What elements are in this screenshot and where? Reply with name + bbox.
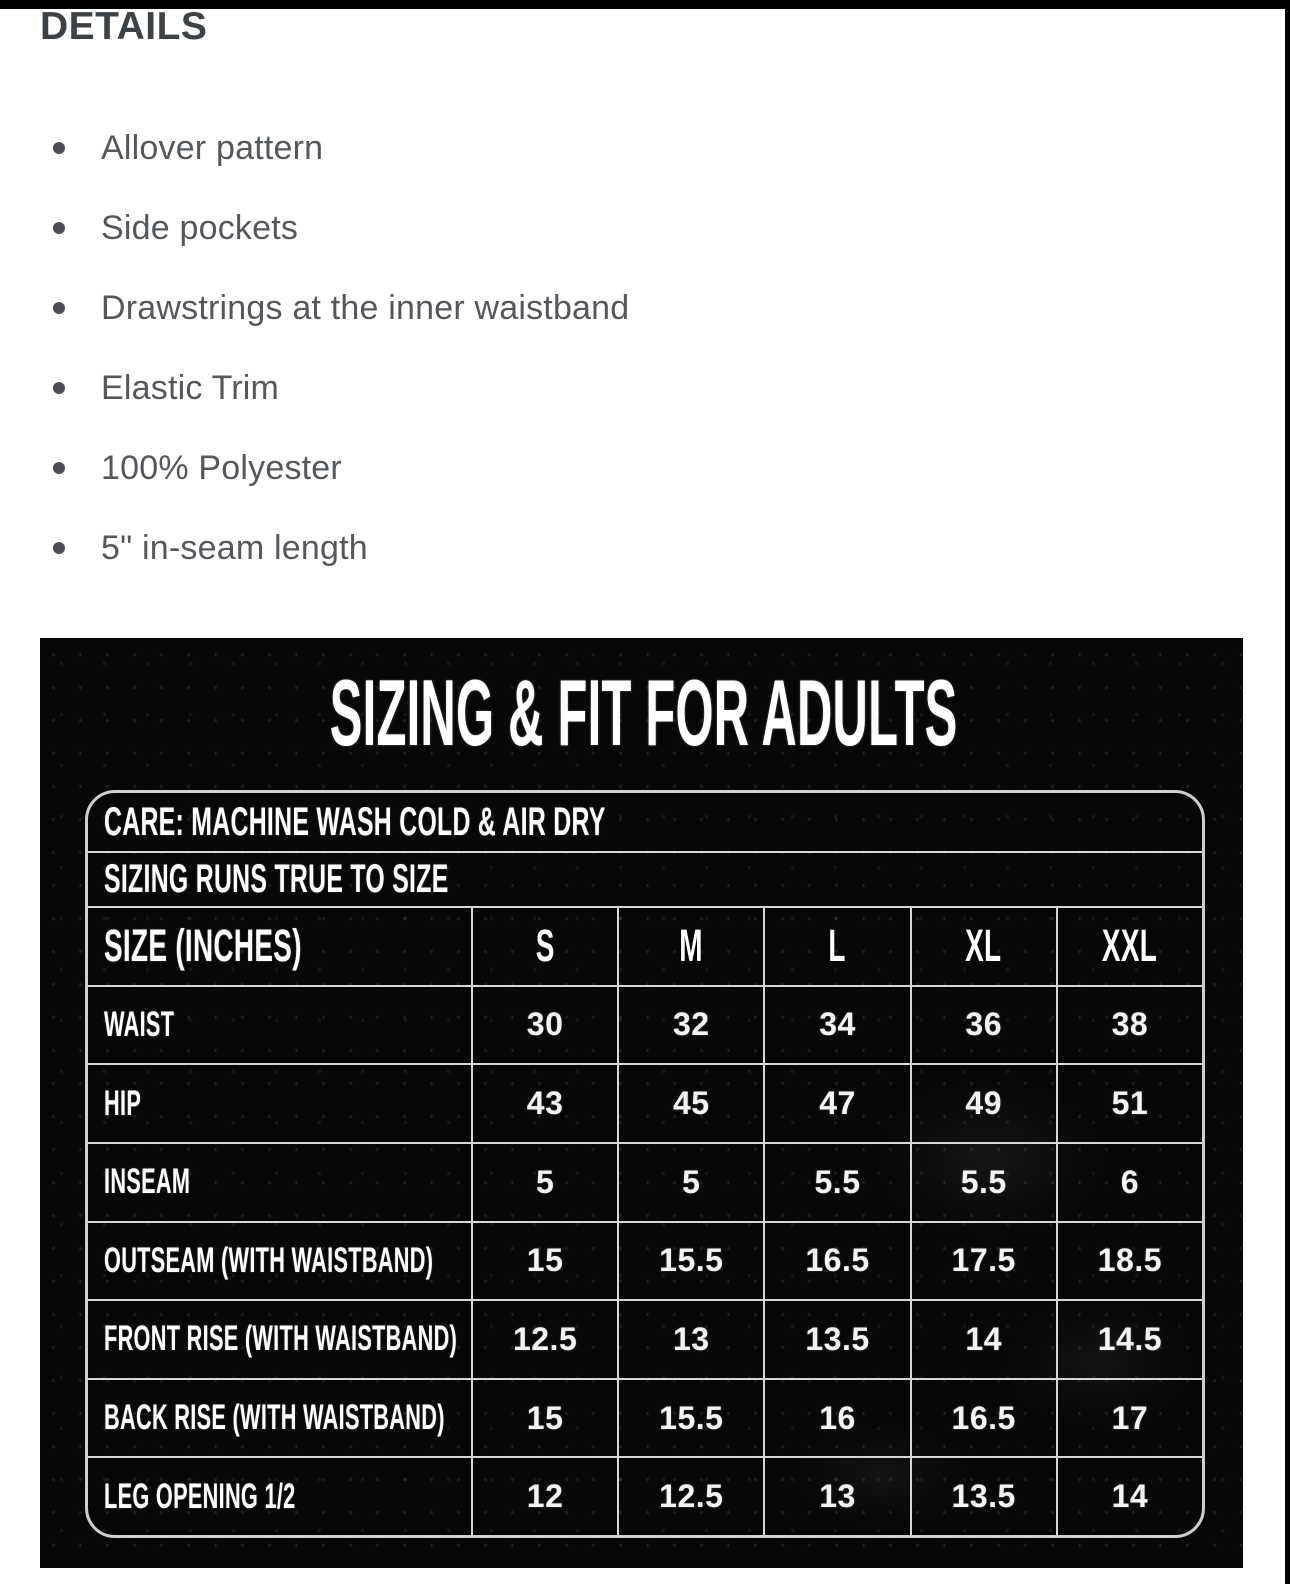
value: 12.5 <box>659 1478 724 1515</box>
bullet-dot <box>53 382 65 394</box>
value: 16.5 <box>805 1242 870 1279</box>
bullet-text: Allover pattern <box>101 128 324 167</box>
bullet-text: Elastic Trim <box>101 368 280 407</box>
size-chart-title: SIZING & FIT FOR ADULTS <box>329 660 958 765</box>
value-cell <box>763 987 909 1064</box>
value: 6 <box>1120 1163 1140 1200</box>
value: 14 <box>1111 1478 1149 1515</box>
size-chart-panel <box>40 638 1243 1568</box>
row-label: BACK RISE (WITH WAISTBAND) <box>104 1398 445 1438</box>
list-item <box>40 268 1240 348</box>
value-cell <box>471 1144 617 1221</box>
list-item <box>40 428 1240 508</box>
value-cell <box>910 1223 1056 1300</box>
value: 43 <box>526 1085 564 1122</box>
value-cell <box>617 1301 763 1378</box>
value: 13 <box>819 1478 856 1515</box>
bullet-dot <box>53 222 65 234</box>
value-cell <box>1056 1223 1202 1300</box>
bullet-text: 5" in-seam length <box>101 528 368 567</box>
value: 17.5 <box>951 1242 1016 1279</box>
value: 16.5 <box>951 1399 1016 1436</box>
value: 17 <box>1111 1399 1149 1436</box>
table-row-back-rise <box>88 1380 1202 1459</box>
bullet-dot <box>53 142 65 154</box>
value: 15.5 <box>659 1242 724 1279</box>
care-text: CARE: MACHINE WASH COLD & AIR DRY <box>104 799 606 844</box>
value: 12.5 <box>512 1320 578 1357</box>
value-cell <box>617 987 763 1064</box>
row-label-cell <box>88 1380 471 1457</box>
details-section <box>40 5 1240 588</box>
value: 15.5 <box>659 1399 724 1436</box>
details-heading: DETAILS <box>40 5 208 48</box>
value: 14 <box>965 1320 1002 1357</box>
value: 13.5 <box>805 1320 870 1357</box>
header-size-cell <box>471 908 617 985</box>
row-label-cell <box>88 987 471 1064</box>
sizing-note-row <box>88 853 1202 908</box>
value: 32 <box>672 1006 710 1043</box>
value: 12 <box>526 1478 564 1515</box>
value-cell <box>471 1301 617 1378</box>
value: 49 <box>965 1085 1002 1122</box>
list-item <box>40 188 1240 268</box>
table-row-inseam <box>88 1144 1202 1223</box>
value: 15 <box>526 1399 564 1436</box>
value-cell <box>910 987 1056 1064</box>
size-s: S <box>535 920 555 972</box>
value-cell <box>617 1380 763 1457</box>
size-l: L <box>828 920 847 972</box>
row-label: WAIST <box>104 1004 175 1044</box>
header-label: SIZE (INCHES) <box>104 920 302 972</box>
value: 45 <box>672 1085 710 1122</box>
row-label-cell <box>88 1223 471 1300</box>
table-row-waist <box>88 987 1202 1066</box>
value: 15 <box>526 1242 564 1279</box>
value: 51 <box>1111 1085 1149 1122</box>
value: 18.5 <box>1097 1242 1163 1279</box>
value: 5.5 <box>960 1163 1007 1200</box>
value: 14.5 <box>1097 1320 1163 1357</box>
bullet-dot <box>53 462 65 474</box>
value: 47 <box>819 1085 856 1122</box>
table-row-outseam <box>88 1223 1202 1302</box>
value-cell <box>471 1223 617 1300</box>
row-label-cell <box>88 1301 471 1378</box>
row-label-cell <box>88 1065 471 1142</box>
sizing-note-text: SIZING RUNS TRUE TO SIZE <box>104 857 449 901</box>
value-cell <box>1056 1065 1202 1142</box>
value-cell <box>763 1380 909 1457</box>
list-item <box>40 108 1240 188</box>
right-black-strip <box>1285 0 1290 1584</box>
header-size-cell <box>910 908 1056 985</box>
value-cell <box>763 1458 909 1535</box>
value-cell <box>1056 1144 1202 1221</box>
row-label-cell <box>88 1144 471 1221</box>
details-list <box>40 108 1240 588</box>
value: 34 <box>819 1006 856 1043</box>
value-cell <box>1056 1301 1202 1378</box>
value: 30 <box>526 1006 564 1043</box>
value: 5 <box>535 1163 555 1200</box>
header-size-cell <box>617 908 763 985</box>
size-chart-table <box>85 790 1205 1538</box>
header-size-cell <box>1056 908 1202 985</box>
value: 5 <box>682 1163 701 1200</box>
value: 16 <box>819 1399 856 1436</box>
size-xxl: XXL <box>1102 920 1158 972</box>
value: 36 <box>965 1006 1002 1043</box>
value-cell <box>763 1223 909 1300</box>
value-cell <box>910 1301 1056 1378</box>
value-cell <box>763 1065 909 1142</box>
value-cell <box>471 1380 617 1457</box>
value-cell <box>617 1144 763 1221</box>
value-cell <box>471 1458 617 1535</box>
row-label-cell <box>88 1458 471 1535</box>
value-cell <box>617 1065 763 1142</box>
list-item <box>40 508 1240 588</box>
list-item <box>40 348 1240 428</box>
value-cell <box>1056 1380 1202 1457</box>
table-row-front-rise <box>88 1301 1202 1380</box>
bullet-dot <box>53 302 65 314</box>
size-chart-title-row <box>40 660 1243 765</box>
value-cell <box>910 1065 1056 1142</box>
row-label: FRONT RISE (WITH WAISTBAND) <box>104 1319 458 1359</box>
care-row <box>88 793 1202 853</box>
value-cell <box>763 1301 909 1378</box>
value-cell <box>910 1458 1056 1535</box>
value: 13.5 <box>951 1478 1016 1515</box>
value-cell <box>1056 987 1202 1064</box>
value-cell <box>617 1458 763 1535</box>
value: 38 <box>1111 1006 1149 1043</box>
bullet-text: Side pockets <box>101 208 299 247</box>
bullet-dot <box>53 542 65 554</box>
size-m: M <box>679 920 704 972</box>
row-label: LEG OPENING 1/2 <box>104 1476 296 1516</box>
row-label: HIP <box>104 1083 142 1123</box>
value-cell <box>617 1223 763 1300</box>
bullet-text: 100% Polyester <box>101 448 342 487</box>
value-cell <box>763 1144 909 1221</box>
value-cell <box>910 1144 1056 1221</box>
table-row-leg-opening <box>88 1458 1202 1535</box>
value-cell <box>1056 1458 1202 1535</box>
value-cell <box>910 1380 1056 1457</box>
header-size-cell <box>763 908 909 985</box>
row-label: INSEAM <box>104 1162 191 1202</box>
table-row-hip <box>88 1065 1202 1144</box>
bullet-text: Drawstrings at the inner waistband <box>101 288 630 327</box>
row-label: OUTSEAM (WITH WAISTBAND) <box>104 1240 434 1280</box>
header-label-cell <box>88 908 471 985</box>
size-xl: XL <box>965 920 1002 972</box>
value-cell <box>471 1065 617 1142</box>
table-header-row <box>88 908 1202 987</box>
value-cell <box>471 987 617 1064</box>
value: 13 <box>672 1320 710 1357</box>
value: 5.5 <box>814 1163 861 1200</box>
